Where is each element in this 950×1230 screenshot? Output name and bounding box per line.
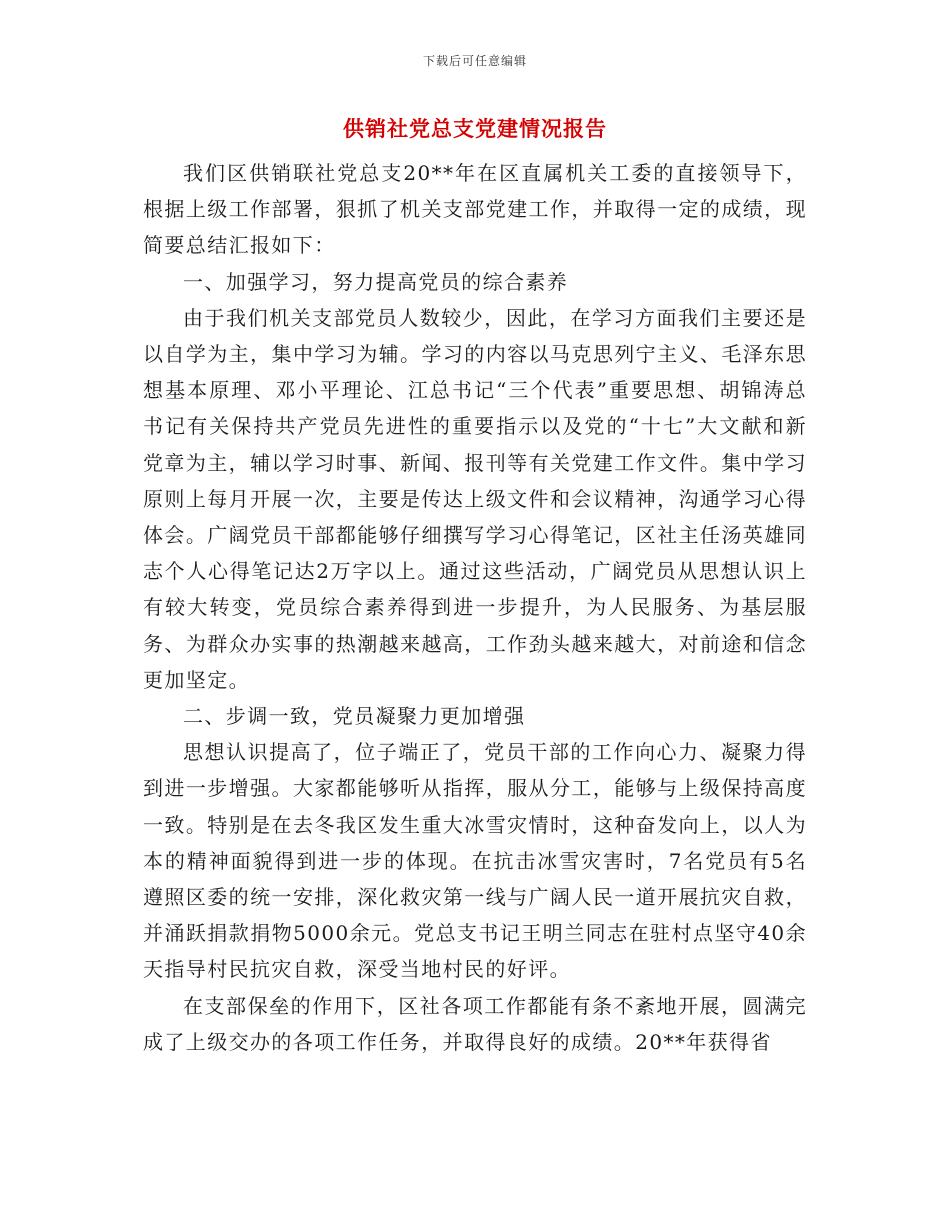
document-body [143,155,807,1060]
paragraph-cohesion: 思想认识提高了，位子端正了，党员干部的工作向心力、凝聚力得到进一步增强。大家都能够听从指挥，服从分工，能够与上级保持高度一致。特别是在去冬我区发生重大冰雪灾情时，这种奋发向上，以人为本的精神面貌得到进一步的体现。在抗击冰雪灾害时，7名党员有5名遵照区委的统一安排，深化救灾第一线与广阔人民一道开展抗灾自救，并涌跃捐款捐物5000余元。党总支书记王明兰同志在驻村点坚守40余天指导村民抗灾自救，深受当地村民的好评。 [143,740,807,982]
paragraph-intro: 我们区供销联社党总支20**年在区直属机关工委的直接领导下，根据上级工作部署，狠抓了机关支部党建工作，并取得一定的成绩，现简要总结汇报如下： [143,161,807,258]
paragraph-results: 在支部保垒的作用下，区社各项工作都能有条不紊地开展，圆满完成了上级交办的各项工作任务，并取得良好的成绩。20**年获得省 [143,993,807,1054]
section-heading-1: 一、加强学习，努力提高党员的综合素养 [183,269,569,294]
paragraph-study: 由于我们机关支部党员人数较少，因此，在学习方面我们主要还是以自学为主，集中学习为辅。学习的内容以马克思列宁主义、毛泽东思想基本原理、邓小平理论、江总书记“三个代表”重要思想、胡锦涛总书记有关保持共产党员先进性的重要指示以及党的“十七”大文献和新党章为主，辅以学习时事、新闻、报刊等有关党建工作文件。集中学习原则上每月开展一次，主要是传达上级文件和会议精神，沟通学习心得体会。广阔党员干部都能够仔细撰写学习心得笔记，区社主任汤英雄同志个人心得笔记达2万字以上。通过这些活动，广阔党员从思想认识上有较大转变，党员综合素养得到进一步提升，为人民服务、为基层服务、为群众办实事的热潮越来越高，工作劲头越来越大，对前途和信念更加坚定。 [143,305,807,692]
download-note: 下载后可任意编辑 [422,54,527,68]
section-heading-2: 二、步调一致，党员凝聚力更加增强 [183,704,526,729]
document-title: 供销社党总支党建情况报告 [343,116,607,141]
